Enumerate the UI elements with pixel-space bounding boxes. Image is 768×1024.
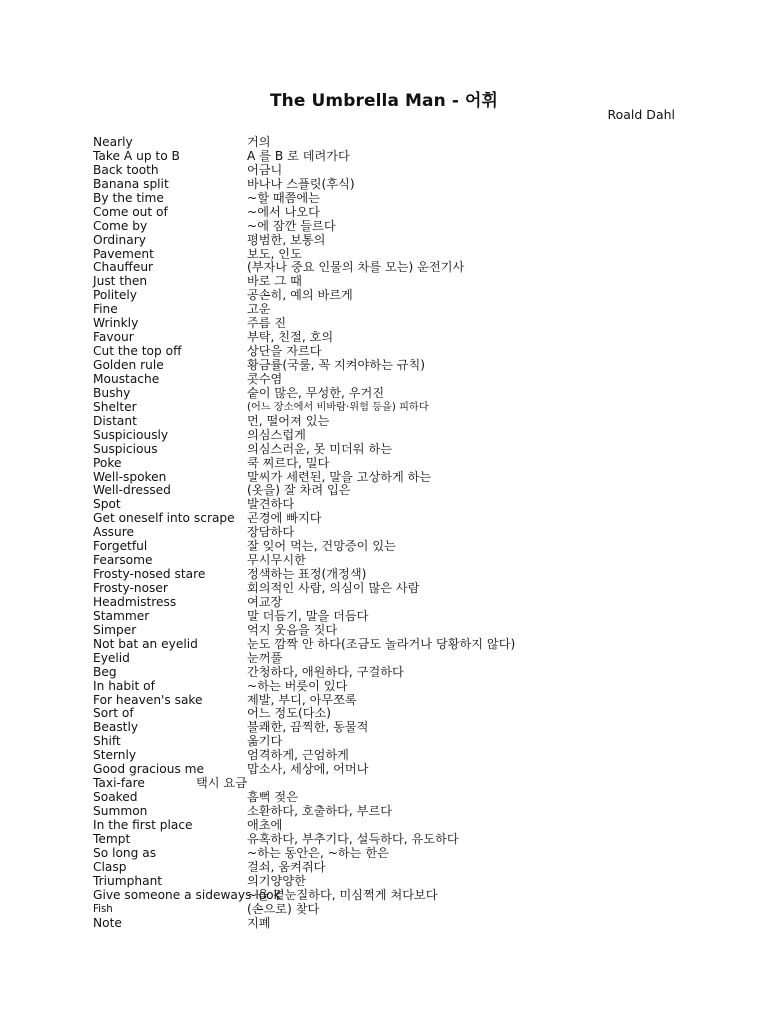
vocab-meaning: 불쾌한, 끔찍한, 동물적	[247, 720, 369, 735]
vocab-term: Distant	[93, 413, 137, 428]
vocab-row	[93, 136, 693, 150]
vocab-term: Frosty-nosed stare	[93, 567, 206, 582]
vocab-term: Frosty-noser	[93, 581, 168, 595]
vocab-term: Chauffeur	[93, 260, 154, 275]
vocab-meaning: 의기양양한	[247, 873, 306, 888]
vocab-meaning: 평범한, 보통의	[247, 232, 326, 247]
vocab-meaning: 말 더듬기, 말을 더듬다	[247, 608, 369, 623]
vocab-row	[93, 178, 693, 192]
vocab-term: Moustache	[93, 371, 160, 386]
vocab-term: Stammer	[93, 608, 150, 623]
vocab-row	[93, 234, 693, 248]
vocab-meaning: 억지 웃음을 짓다	[247, 622, 338, 637]
vocab-row	[93, 484, 693, 498]
vocab-meaning: 어느 정도(다소)	[247, 706, 332, 721]
vocab-row	[93, 317, 693, 331]
vocab-term: Nearly	[93, 135, 133, 149]
author-name: Roald Dahl	[607, 107, 675, 122]
vocab-meaning: 고운	[247, 302, 271, 317]
vocab-term: Bushy	[93, 385, 131, 400]
vocab-row	[93, 805, 693, 819]
vocab-meaning: 공손히, 예의 바르게	[247, 288, 353, 303]
vocab-term: Good gracious me	[93, 762, 205, 777]
vocab-row	[93, 289, 693, 303]
vocab-meaning: 콧수염	[247, 371, 283, 386]
vocab-meaning: 보도, 인도	[247, 246, 302, 261]
vocab-row	[93, 303, 693, 317]
vocab-row	[93, 373, 693, 387]
vocab-term: Spot	[93, 497, 121, 512]
vocab-term: Headmistress	[93, 594, 177, 609]
vocab-row	[93, 401, 693, 415]
vocab-term: Suspicious	[93, 441, 158, 456]
vocab-row	[93, 429, 693, 443]
vocab-row	[93, 554, 693, 568]
vocab-term: Forgetful	[93, 539, 148, 554]
vocab-term: Cut the top off	[93, 344, 182, 359]
vocab-term: Ordinary	[93, 232, 146, 247]
vocab-meaning: 장담하다	[247, 525, 295, 540]
vocab-term: Soaked	[93, 790, 138, 805]
vocab-term: Back tooth	[93, 162, 159, 177]
vocab-meaning: ~하는 버릇이 있다	[247, 678, 348, 693]
vocab-meaning: 잘 잊어 먹는, 건망증이 있는	[247, 539, 396, 554]
vocab-meaning: (부자나 중요 인물의 차를 모는) 운전기사	[247, 260, 465, 275]
vocab-meaning: 지폐	[247, 915, 271, 930]
vocab-row	[93, 777, 693, 791]
vocab-row	[93, 457, 693, 471]
vocab-meaning: 먼, 떨어져 있는	[247, 413, 330, 428]
vocab-meaning: 부탁, 친절, 호의	[247, 330, 334, 345]
vocab-meaning: 어금니	[247, 162, 283, 177]
vocab-row	[93, 596, 693, 610]
vocab-meaning: 눈도 깜짝 안 하다(조금도 놀라거나 당황하지 않다)	[247, 636, 516, 651]
vocab-meaning: 걸쇠, 움켜쥐다	[247, 859, 326, 874]
vocab-term: Sort of	[93, 706, 134, 721]
vocab-meaning: 의심스럽게	[247, 427, 306, 442]
vocab-row	[93, 387, 693, 401]
vocab-meaning: 간청하다, 애원하다, 구걸하다	[247, 664, 404, 679]
vocab-row	[93, 275, 693, 289]
vocab-row	[93, 680, 693, 694]
vocab-row	[93, 666, 693, 680]
vocab-row	[93, 192, 693, 206]
vocab-term: Clasp	[93, 859, 127, 874]
vocab-meaning: (손으로) 찾다	[247, 901, 320, 916]
vocab-meaning: 여교장	[247, 594, 283, 609]
vocab-term: Take A up to B	[93, 148, 180, 163]
vocab-row	[93, 875, 693, 889]
vocab-row	[93, 498, 693, 512]
vocab-row	[93, 164, 693, 178]
vocab-meaning: ~하는 동안은, ~하는 한은	[247, 845, 389, 860]
vocab-row	[93, 624, 693, 638]
vocab-meaning: 무시무시한	[247, 553, 306, 568]
vocab-row	[93, 833, 693, 847]
vocab-row	[93, 917, 693, 931]
vocab-term: Eyelid	[93, 650, 130, 665]
vocab-row	[93, 694, 693, 708]
vocab-term: Fearsome	[93, 553, 153, 568]
vocab-row	[93, 707, 693, 721]
vocab-row	[93, 819, 693, 833]
vocab-term: Note	[93, 915, 122, 930]
vocab-meaning: 회의적인 사람, 의심이 많은 사람	[247, 581, 420, 595]
vocab-term: Taxi-fare	[93, 776, 145, 791]
vocab-meaning: 발견하다	[247, 497, 295, 512]
vocab-meaning: 황금률(국룰, 꼭 지켜야하는 규칙)	[247, 358, 426, 372]
vocab-meaning: 택시 요금	[196, 776, 247, 791]
vocab-term: Not bat an eyelid	[93, 636, 198, 651]
vocab-row	[93, 331, 693, 345]
vocab-term: Shift	[93, 734, 121, 749]
vocab-term: Well-dressed	[93, 483, 171, 498]
vocab-row	[93, 791, 693, 805]
vocab-row	[93, 540, 693, 554]
vocab-row	[93, 721, 693, 735]
vocab-row	[93, 903, 693, 917]
vocab-meaning: 숱이 많은, 무성한, 우거진	[247, 385, 385, 400]
vocab-row	[93, 889, 693, 903]
vocab-meaning: 바로 그 때	[247, 274, 302, 289]
vocab-term: Suspiciously	[93, 427, 169, 442]
vocab-term: Pavement	[93, 246, 154, 261]
vocab-meaning: 애초에	[247, 817, 283, 832]
vocab-row	[93, 206, 693, 220]
vocab-meaning: 주름 진	[247, 316, 287, 331]
vocab-meaning: 흠뻑 젖은	[247, 790, 298, 805]
vocab-term: Triumphant	[93, 873, 163, 888]
vocab-term: Just then	[93, 274, 148, 289]
vocab-meaning: 엄격하게, 근엄하게	[247, 748, 349, 763]
vocab-term: Assure	[93, 525, 135, 540]
vocab-row	[93, 861, 693, 875]
document-title: The Umbrella Man - 어휘	[269, 91, 499, 111]
vocab-term: Simper	[93, 622, 137, 637]
vocab-row	[93, 582, 693, 596]
vocab-meaning: ~에서 나오다	[247, 204, 320, 219]
vocab-meaning: 유혹하다, 부추기다, 설득하다, 유도하다	[247, 831, 459, 846]
vocab-meaning: (어느 장소에서 비바람·위험 등을) 피하다	[247, 401, 429, 413]
vocab-meaning: 눈꺼풀	[247, 650, 283, 665]
vocab-row	[93, 443, 693, 457]
vocab-term: In the first place	[93, 817, 193, 832]
vocab-term: Well-spoken	[93, 469, 167, 484]
vocab-meaning: 쿡 찌르다, 밀다	[247, 455, 330, 470]
vocab-meaning: 바나나 스플릿(후식)	[247, 176, 355, 191]
vocab-row	[93, 415, 693, 429]
vocab-row	[93, 220, 693, 234]
vocab-meaning: 상단을 자르다	[247, 344, 322, 359]
vocab-meaning: 제발, 부디, 아무쪼록	[247, 692, 357, 707]
vocab-term: For heaven's sake	[93, 692, 203, 707]
vocab-meaning: 말씨가 세련된, 말을 고상하게 하는	[247, 469, 432, 484]
vocab-term: Fine	[93, 302, 118, 317]
vocab-term: In habit of	[93, 678, 155, 693]
vocab-term: Banana split	[93, 176, 169, 191]
vocab-row	[93, 261, 693, 275]
vocab-meaning: 거의	[247, 135, 271, 149]
vocab-row	[93, 652, 693, 666]
vocab-row	[93, 150, 693, 164]
vocab-meaning: 정색하는 표정(개정색)	[247, 567, 367, 582]
vocab-row	[93, 735, 693, 749]
vocab-meaning: ~에 잠깐 들르다	[247, 218, 336, 233]
vocab-meaning: (옷을) 잘 차려 입은	[247, 483, 351, 498]
vocab-row	[93, 345, 693, 359]
vocab-term: Fish	[93, 903, 113, 915]
vocab-row	[93, 610, 693, 624]
vocab-meaning: 곤경에 빠지다	[247, 511, 322, 526]
vocab-row	[93, 568, 693, 582]
vocab-term: Favour	[93, 330, 134, 345]
vocab-row	[93, 471, 693, 485]
vocab-term: Get oneself into scrape	[93, 511, 235, 526]
vocab-term: Poke	[93, 455, 122, 470]
vocabulary-list	[93, 136, 693, 930]
vocab-term: Give someone a sideways look	[93, 887, 281, 902]
vocab-term: So long as	[93, 845, 157, 860]
vocab-meaning: 옮기다	[247, 734, 283, 749]
vocab-term: Tempt	[93, 831, 131, 846]
vocab-term: Come by	[93, 218, 148, 233]
vocab-meaning: ~할 때쯤에는	[247, 190, 320, 205]
vocab-term: Beastly	[93, 720, 139, 735]
vocab-term: By the time	[93, 190, 164, 205]
vocab-term: Golden rule	[93, 358, 164, 372]
vocab-row	[93, 512, 693, 526]
vocab-row	[93, 638, 693, 652]
vocab-term: Shelter	[93, 399, 137, 414]
vocab-meaning: ~을 곁눈질하다, 미심쩍게 쳐다보다	[247, 887, 438, 902]
vocab-meaning: A 를 B 로 데려가다	[247, 148, 350, 163]
vocab-meaning: 의심스러운, 못 미더워 하는	[247, 441, 393, 456]
vocab-meaning: 소환하다, 호출하다, 부르다	[247, 804, 393, 818]
vocab-term: Summon	[93, 804, 148, 818]
vocab-row	[93, 763, 693, 777]
vocab-meaning: 맙소사, 세상에, 어머나	[247, 762, 369, 777]
vocab-row	[93, 359, 693, 373]
vocab-term: Come out of	[93, 204, 168, 219]
vocab-row	[93, 847, 693, 861]
vocab-term: Wrinkly	[93, 316, 139, 331]
vocab-term: Sternly	[93, 748, 137, 763]
vocab-term: Politely	[93, 288, 138, 303]
vocab-row	[93, 749, 693, 763]
vocab-term: Beg	[93, 664, 117, 679]
